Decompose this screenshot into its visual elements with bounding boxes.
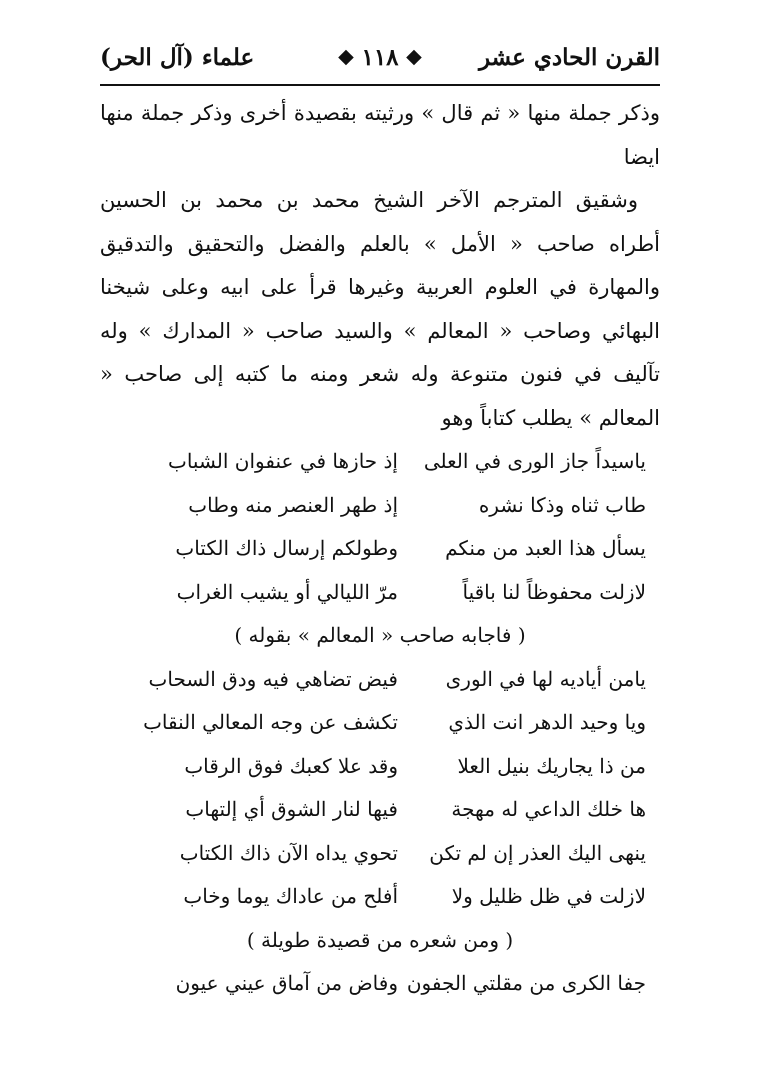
poem-long bbox=[100, 962, 660, 1006]
verse-second-hemistich: وفاض من آماق عيني عيون bbox=[175, 971, 398, 995]
verse-second-hemistich: فيها لنار الشوق أي إلتهاب bbox=[185, 797, 398, 821]
verse-second-hemistich: إذ طهر العنصر منه وطاب bbox=[188, 492, 398, 517]
verse-line bbox=[100, 875, 660, 919]
verse-second-hemistich: إذ حازها في عنفوان الشباب bbox=[168, 449, 398, 473]
verse-first-hemistich: لازلت محفوظاً لنا باقياً bbox=[462, 579, 646, 604]
verse-second-hemistich: فيض تضاهي فيه ودق السحاب bbox=[148, 666, 398, 691]
poem-caption: ( ومن شعره من قصيدة طويلة ) bbox=[246, 927, 514, 952]
verse-second-hemistich: تحوي يداه الآن ذاك الكتاب bbox=[179, 840, 398, 865]
verse-first-hemistich: ويا وحيد الدهر انت الذي bbox=[448, 710, 646, 734]
page-number: ١١٨ bbox=[361, 44, 399, 71]
header-century: القرن الحادي عشر bbox=[478, 44, 660, 71]
verse-first-hemistich: ها خلك الداعي له مهجة bbox=[451, 797, 646, 821]
verse-line bbox=[100, 832, 660, 876]
verse-first-hemistich: لازلت في ظل ظليل ولا bbox=[451, 884, 646, 908]
running-header bbox=[100, 34, 660, 86]
verse-first-hemistich: ياسيداً جاز الورى في العلى bbox=[423, 449, 646, 473]
verse-second-hemistich: أفلح من عاداك يوما وخاب bbox=[183, 884, 398, 908]
poem-reply bbox=[100, 658, 660, 919]
verse-line bbox=[100, 440, 660, 484]
diamond-ornament-icon bbox=[406, 50, 422, 66]
verse-first-hemistich: ينهى اليك العذر إن لم تكن bbox=[429, 840, 646, 865]
verse-line bbox=[100, 745, 660, 789]
verse-first-hemistich: طاب ثناه وذكا نشره bbox=[478, 492, 646, 517]
verse-line bbox=[100, 484, 660, 528]
header-chapter-title: علماء (آل الحر) bbox=[100, 44, 255, 71]
verse-line bbox=[100, 571, 660, 615]
prose-paragraph: وذكر جملة منها « ثم قال » ورثيته بقصيدة أخرى وذكر جملة منها ايضا bbox=[100, 101, 660, 169]
verse-second-hemistich: وطولكم إرسال ذاك الكتاب bbox=[175, 536, 398, 560]
verse-line bbox=[100, 658, 660, 702]
prose-paragraph: وشقيق المترجم الآخر الشيخ محمد بن محمد بن الحسين أطراه صاحب « الأمل » بالعلم والفضل والتحقيق والتدقيق والمهارة في العلوم العربية وغيرها قرأ على ابيه وعلى شيخنا البهائي وصاحب « المعالم » والسيد صاحب « المدارك » وله تآليف في فنون متنوعة وله شعر ومنه ما كتبه إلى صاحب « المعالم » يطلب كتاباً وهو bbox=[100, 188, 660, 430]
verse-second-hemistich: تكشف عن وجه المعالي النقاب bbox=[143, 710, 398, 734]
verse-line bbox=[100, 962, 660, 1006]
verse-first-hemistich: يسأل هذا العبد من منكم bbox=[445, 536, 646, 560]
verse-first-hemistich: جفا الكرى من مقلتي الجفون bbox=[406, 971, 646, 995]
verse-first-hemistich: من ذا يجاريك بنيل العلا bbox=[457, 753, 646, 778]
header-page-number-group bbox=[340, 44, 419, 71]
prose-block bbox=[100, 92, 660, 440]
book-page bbox=[100, 34, 660, 1006]
poem-first bbox=[100, 440, 660, 614]
verse-line bbox=[100, 701, 660, 745]
verse-first-hemistich: يامن أياديه لها في الورى bbox=[445, 666, 646, 691]
verse-line bbox=[100, 527, 660, 571]
poem-caption: ( فاجابه صاحب « المعالم » بقوله ) bbox=[234, 623, 526, 647]
verse-second-hemistich: مرّ الليالي أو يشيب الغراب bbox=[176, 579, 398, 604]
verse-line bbox=[100, 788, 660, 832]
verse-second-hemistich: وقد علا كعبك فوق الرقاب bbox=[184, 753, 398, 778]
diamond-ornament-icon bbox=[338, 50, 354, 66]
